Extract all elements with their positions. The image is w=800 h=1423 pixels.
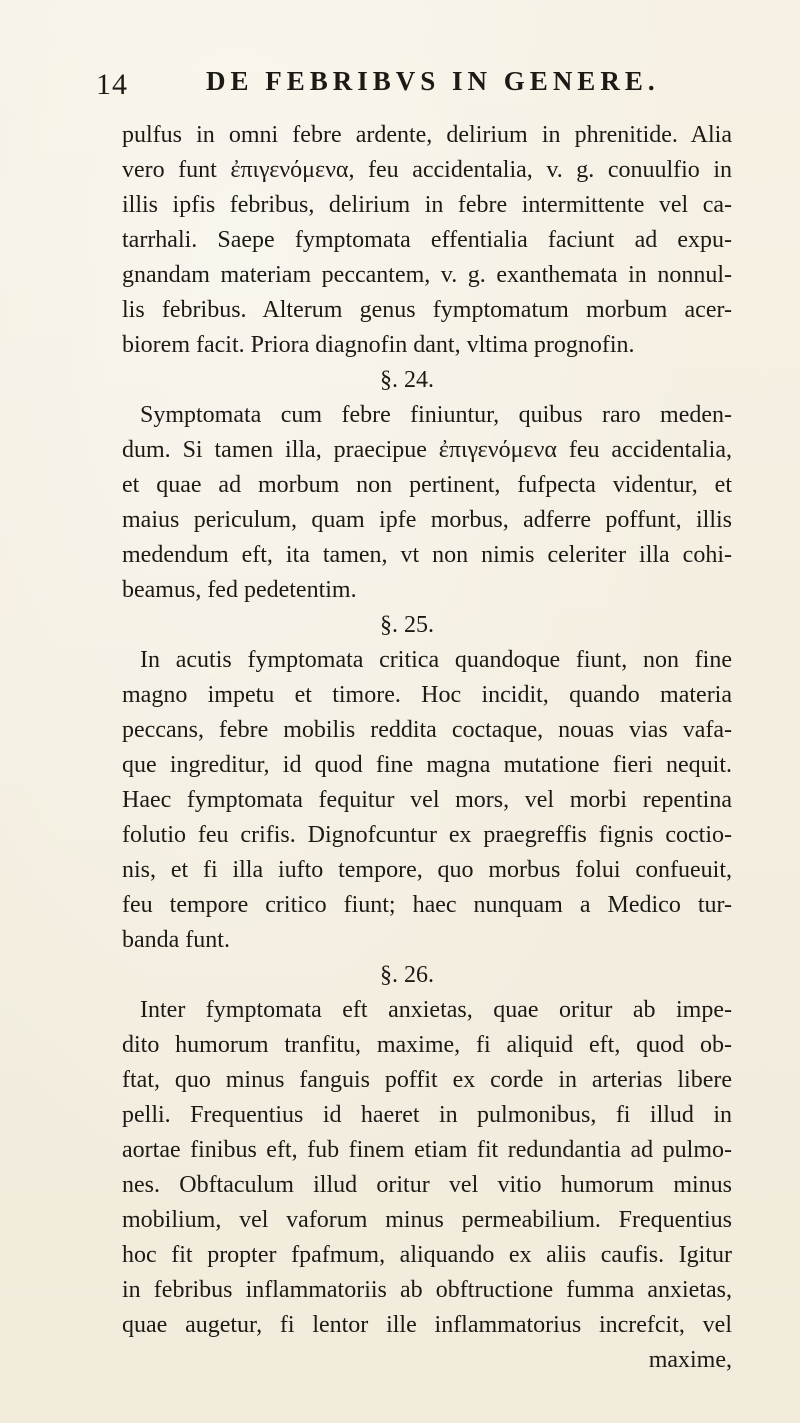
- text-line: peccans, febre mobilis reddita coctaque, nouas vias vafa-: [122, 717, 732, 743]
- body-text: [122, 118, 732, 1378]
- text-line: gnandam materiam peccantem, v. g. exanthemata in nonnul-: [122, 262, 732, 288]
- text-line: illis ipfis febribus, delirium in febre intermittente vel ca-: [122, 192, 732, 218]
- text-line: ftat, quo minus fanguis poffit ex corde in arterias libere: [122, 1067, 732, 1093]
- text-line: lis febribus. Alterum genus fymptomatum morbum acer-: [122, 297, 732, 323]
- text-line: et quae ad morbum non pertinent, fufpecta videntur, et: [122, 472, 732, 498]
- text-line: maxime,: [648, 1347, 732, 1373]
- paragraph-first-line: In acutis fymptomata critica quandoque fiunt, non fine: [140, 647, 732, 673]
- text-line: tarrhali. Saepe fymptomata effentialia faciunt ad expu-: [122, 227, 732, 253]
- text-line: pulfus in omni febre ardente, delirium in phrenitide. Alia: [122, 122, 732, 148]
- text-line: medendum eft, ita tamen, vt non nimis celeriter illa cohi-: [122, 542, 732, 568]
- text-line: pelli. Frequentius id haeret in pulmonibus, fi illud in: [122, 1102, 732, 1128]
- text-line: aortae finibus eft, fub finem etiam fit redundantia ad pulmo-: [122, 1137, 732, 1163]
- text-line: hoc fit propter fpafmum, aliquando ex aliis caufis. Igitur: [122, 1242, 732, 1268]
- text-line: folutio feu crifis. Dignofcuntur ex praegreffis fignis coctio-: [122, 822, 732, 848]
- text-line: quae augetur, fi lentor ille inflammatorius increfcit, vel: [122, 1312, 732, 1338]
- text-line: magno impetu et timore. Hoc incidit, quando materia: [122, 682, 732, 708]
- page-number: 14: [96, 68, 128, 101]
- page-header: [96, 60, 696, 106]
- text-line: vero funt ἐπιγενόμενα, feu accidentalia, v. g. conuulfio in: [122, 157, 732, 183]
- section-number: §. 25.: [380, 612, 434, 638]
- text-line: maius periculum, quam ipfe morbus, adferre poffunt, illis: [122, 507, 732, 533]
- text-line: biorem facit. Priora diagnofin dant, vltima prognofin.: [122, 332, 635, 358]
- text-line: feu tempore critico fiunt; haec nunquam a Medico tur-: [122, 892, 732, 918]
- text-line: dum. Si tamen illa, praecipue ἐπιγενόμενα feu accidentalia,: [122, 437, 732, 463]
- text-line: que ingreditur, id quod fine magna mutatione fieri nequit.: [122, 752, 732, 778]
- text-line: beamus, fed pedetentim.: [122, 577, 357, 603]
- paragraph-first-line: Symptomata cum febre finiuntur, quibus raro meden-: [140, 402, 732, 428]
- section-number: §. 24.: [380, 367, 434, 393]
- text-line: banda funt.: [122, 927, 230, 953]
- text-line: nes. Obftaculum illud oritur vel vitio humorum minus: [122, 1172, 732, 1198]
- text-line: nis, et fi illa iufto tempore, quo morbus folui confueuit,: [122, 857, 732, 883]
- running-head: DE FEBRIBVS IN GENERE.: [206, 66, 660, 96]
- text-line: dito humorum tranfitu, maxime, fi aliquid eft, quod ob-: [122, 1032, 732, 1058]
- text-line: Haec fymptomata fequitur vel mors, vel morbi repentina: [122, 787, 732, 813]
- text-line: mobilium, vel vaforum minus permeabilium. Frequentius: [122, 1207, 732, 1233]
- text-line: in febribus inflammatoriis ab obftructione fumma anxietas,: [122, 1277, 732, 1303]
- paragraph-first-line: Inter fymptomata eft anxietas, quae oritur ab impe-: [140, 997, 732, 1023]
- section-number: §. 26.: [380, 962, 434, 988]
